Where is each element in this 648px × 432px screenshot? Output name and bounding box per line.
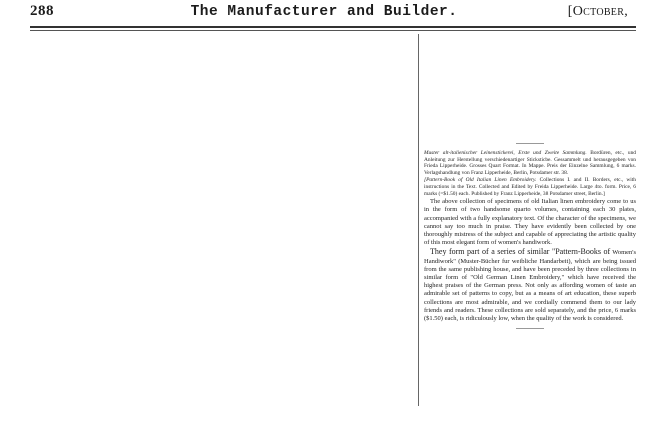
right-column xyxy=(424,143,636,329)
review-paragraph-2-rest: Women's Handiwork" (Muster-Bücher fur weibliche Handarbeit), which are being issued from the same publishing house, and have been preceded by three collections in similar form of "Old German Linen Embroidery," which have received the highest praises of the German press. Not only as affording women of taste an admirable set of patterns to copy, but as a means of art education, these superb collections are most admirable, and we cordially commend them to our lady friends and readers. These collections are sold separately, and the price, 6 marks ($1.50) each, is ridiculously low, when the quality of the work is considered. xyxy=(424,249,636,322)
english-book-title: [Pattern-Book of Old Italian Linen Embroidery. xyxy=(424,177,537,184)
english-book-details: Collections I. and II. Borders, etc., with instructions in the Text. Collected and Edited by Freida Lipperheide. Large 4to. form. Price, 6 marks (=$1.50) each. Published by Franz Lipperheide, 38 Potsdamer street, Berlin.] xyxy=(424,177,636,197)
english-book-entry xyxy=(424,177,636,197)
column-separator xyxy=(418,34,419,406)
review-paragraph-2 xyxy=(424,248,636,323)
section-divider xyxy=(516,143,544,144)
header-rule-thick xyxy=(30,26,636,28)
review-paragraph-1: The above collection of specimens of old Italian linen embroidery come to us in the form of two handsome quarto volumes, containing each 30 plates, accompanied with a fully explanatory text. Of the character of the specimens, we cannot say too much in praise. They have evidently been collected by one thoroughly mistress of the subject and capable of appreciating the artistic quality of this most elegant form of women's handiwork. xyxy=(424,198,636,247)
german-book-details: Bordüren, etc., und Anleitung zur Herstellung verschiedenartiger Sticksticbe. Gessammelt und herausgegeben von Frieda Lipperheide. Grosses Quart Format. In Mappe. Preis der Einzelne Sammlung, 6 marks. Verlagshandlung von Franz Lipperheide, Berlin, Potsdamer str. 38. xyxy=(424,150,636,176)
journal-title: The Manufacturer and Builder. xyxy=(190,4,458,20)
header-rule-thin xyxy=(30,30,636,31)
end-divider xyxy=(516,328,544,329)
review-paragraph-2-lead: They form part of a series of similar "Pattern-Books of xyxy=(430,247,611,257)
german-book-title: Muster alt-italienischer Leinenstickerei, Erste und Zweite Sammlung. xyxy=(424,150,587,156)
page-number: 288 xyxy=(30,3,54,19)
german-book-entry xyxy=(424,150,636,176)
issue-month: [October, xyxy=(567,4,628,19)
